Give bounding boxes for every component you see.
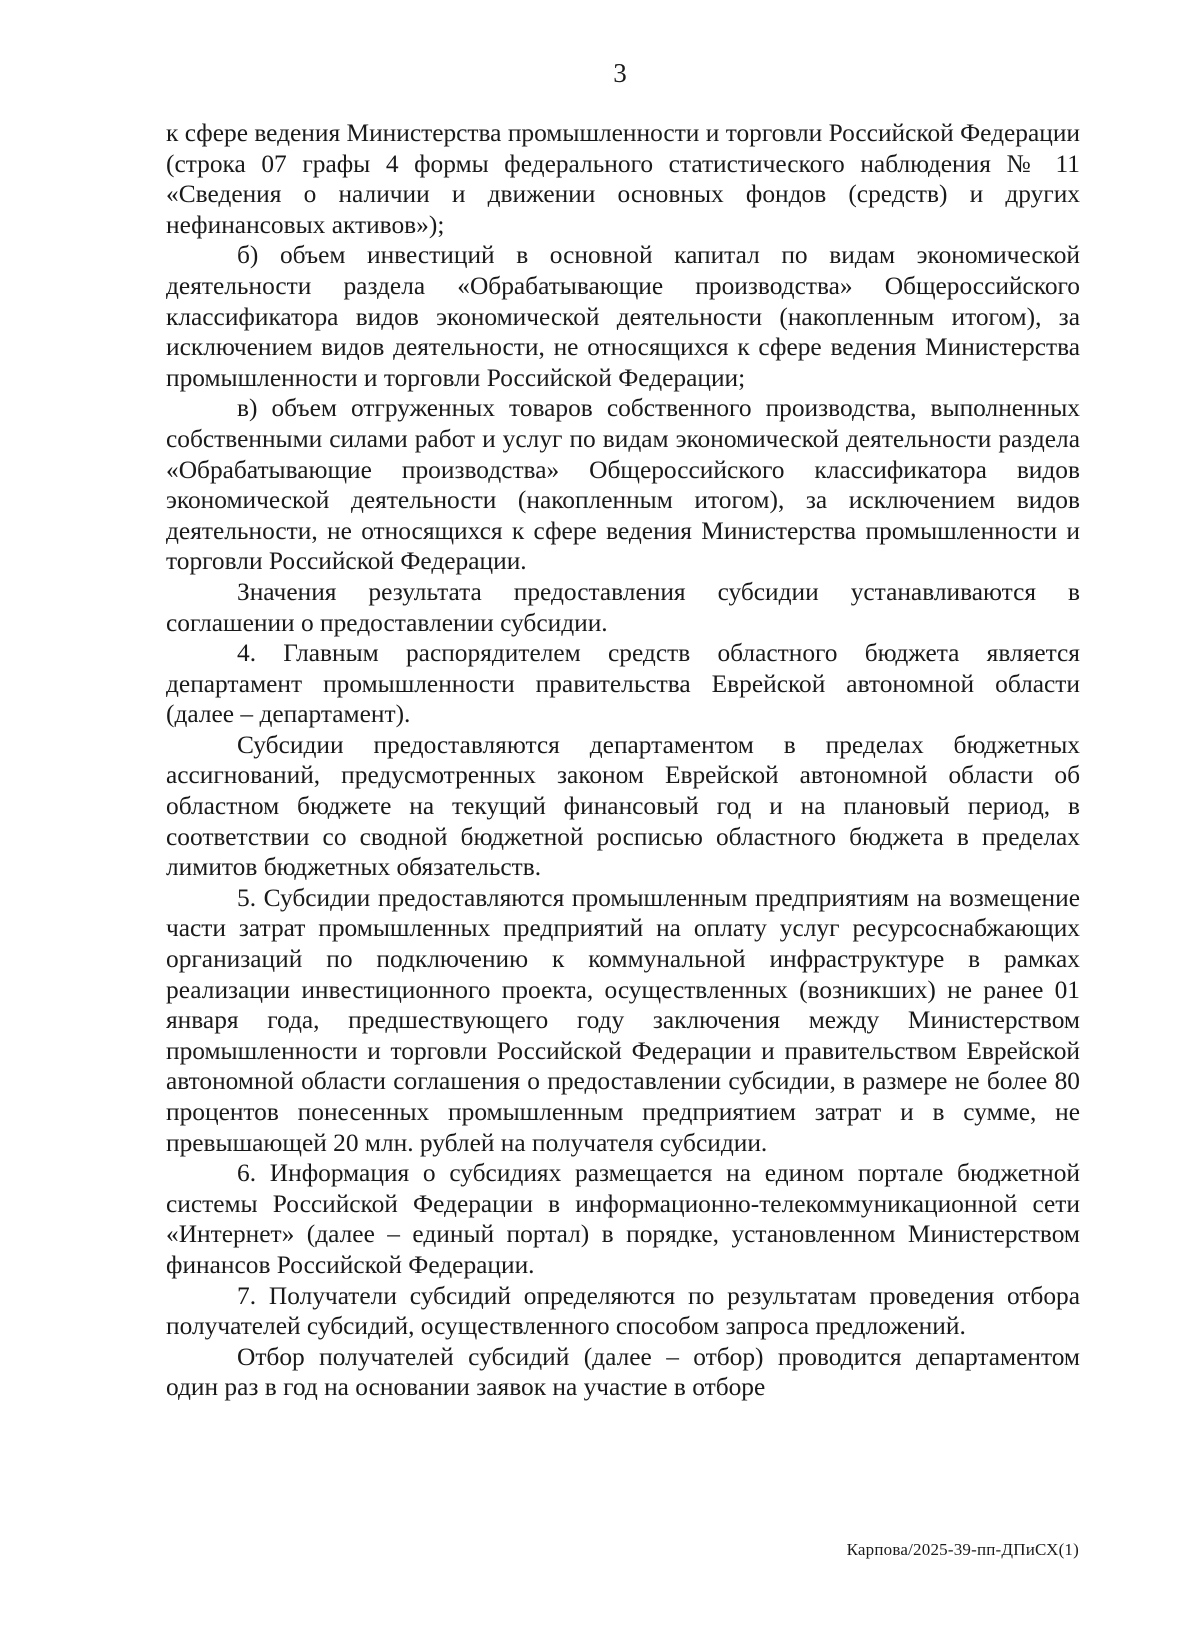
document-body [166, 118, 1080, 1403]
paragraph-selection: Отбор получателей субсидий (далее – отбор) проводится департаментом один раз в год на основании заявок на участие в отборе [166, 1342, 1080, 1402]
paragraph-item-b: б) объем инвестиций в основной капитал по видам экономической деятельности раздела «Обрабатывающие производства» Общероссийского классификатора видов экономической деятельности (накопленным итогом), за исключением видов деятельности, не относящихся к сфере ведения Министерства промышленности и торговли Российской Федерации; [166, 241, 1080, 392]
page-number: 3 [613, 58, 627, 88]
paragraph-clause-6: 6. Информация о субсидиях размещается на едином портале бюджетной системы Российской Федерации в информационно-телекоммуникационной сети «Интернет» (далее – единый портал) в порядке, установленном Министерством финансов Российской Федерации. [166, 1159, 1080, 1279]
paragraph-item-v: в) объем отгруженных товаров собственного производства, выполненных собственными силами работ и услуг по видам экономической деятельности раздела «Обрабатывающие производства» Общероссийского классификатора видов экономической деятельности (накопленным итогом), за исключением видов деятельности, не относящихся к сфере ведения Министерства промышленности и торговли Российской Федерации. [166, 394, 1080, 576]
paragraph-clause-4: 4. Главным распорядителем средств областного бюджета является департамент промышленности правительства Еврейской автономной области (далее – департамент). [166, 639, 1080, 729]
paragraph-continuation: к сфере ведения Министерства промышленности и торговли Российской Федерации (строка 07 графы 4 формы федерального статистического наблюдения № 11 «Сведения о наличии и движении основных фондов (средств) и других нефинансовых активов»); [166, 119, 1080, 239]
document-registration-mark: Карпова/2025-39-пп-ДПиСХ(1) [846, 1540, 1079, 1559]
paragraph-budget-allocations: Субсидии предоставляются департаментом в пределах бюджетных ассигнований, предусмотренных законом Еврейской автономной области об областном бюджете на текущий финансовый год и на плановый период, в соответствии со сводной бюджетной росписью областного бюджета в пределах лимитов бюджетных обязательств. [166, 730, 1080, 882]
paragraph-clause-7: 7. Получатели субсидий определяются по результатам проведения отбора получателей субсидий, осуществленного способом запроса предложений. [166, 1281, 1080, 1341]
paragraph-clause-5: 5. Субсидии предоставляются промышленным предприятиям на возмещение части затрат промышленных предприятий на оплату услуг ресурсоснабжающих организаций по подключению к коммунальной инфраструктуре в рамках реализации инвестиционного проекта, осуществленных (возникших) не ранее 01 января года, предшествующего году заключения между Министерством промышленности и торговли Российской Федерации и правительством Еврейской автономной области соглашения о предоставлении субсидии, в размере не более 80 процентов понесенных промышленным предприятием затрат и в сумме, не превышающей 20 млн. рублей на получателя субсидии. [166, 883, 1080, 1157]
paragraph-result-values: Значения результата предоставления субсидии устанавливаются в соглашении о предоставлении субсидии. [166, 577, 1080, 637]
